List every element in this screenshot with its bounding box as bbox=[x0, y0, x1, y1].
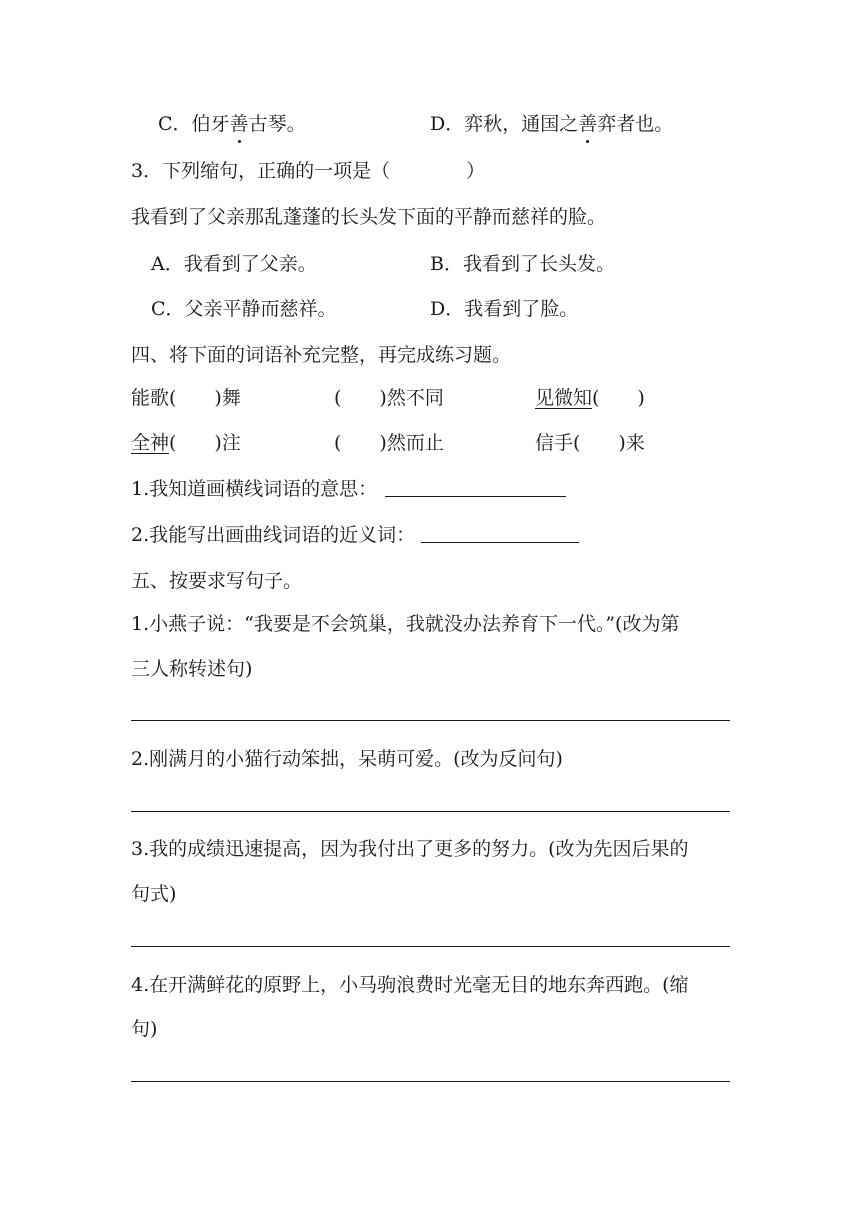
q2-option-c-text: C．伯牙 bbox=[158, 113, 230, 135]
q3-option-a: A．我看到了父亲。 bbox=[151, 253, 317, 275]
s4-answer-line[interactable] bbox=[131, 1081, 730, 1082]
word-4-blank: ( )注 bbox=[169, 432, 241, 454]
q3-option-d: D．我看到了脸。 bbox=[430, 298, 579, 320]
q2-option-d-text: D．弈秋，通国之 bbox=[430, 113, 579, 135]
task-2 bbox=[131, 522, 579, 548]
q2-option-d-dotted-char: 善 bbox=[578, 113, 598, 135]
word-5: ( )然而止 bbox=[334, 432, 444, 454]
s3-line-1: 3.我的成绩迅速提高，因为我付出了更多的努力。(改为先因后果的 bbox=[131, 838, 689, 860]
s2-line: 2.刚满月的小猫行动笨拙，呆萌可爱。(改为反问句) bbox=[131, 748, 563, 770]
s1-line-1: 1.小燕子说：“我要是不会筑巢，我就没办法养育下一代。”(改为第 bbox=[131, 613, 680, 635]
q3-option-c: C．父亲平静而慈祥。 bbox=[151, 298, 337, 320]
s2-answer-line[interactable] bbox=[131, 811, 730, 812]
s3-line-2: 句式) bbox=[131, 883, 177, 905]
q3-sentence: 我看到了父亲那乱蓬蓬的长头发下面的平静而慈祥的脸。 bbox=[131, 206, 607, 228]
task-1 bbox=[131, 476, 566, 502]
section4-heading: 四、将下面的词语补充完整，再完成练习题。 bbox=[131, 344, 512, 366]
word-6: 信手( )来 bbox=[535, 432, 645, 454]
task-1-label: 1.我知道画横线词语的意思： bbox=[131, 478, 378, 500]
q3-option-b: B．我看到了长头发。 bbox=[430, 253, 615, 275]
s1-answer-line[interactable] bbox=[131, 720, 730, 721]
task-1-answer-line[interactable] bbox=[385, 478, 566, 497]
word-3-blank: ( ) bbox=[592, 387, 645, 409]
task-2-label: 2.我能写出画曲线词语的近义词： bbox=[131, 524, 416, 546]
s4-line-1: 4.在开满鲜花的原野上，小马驹浪费时光毫无目的地东奔西跑。(缩 bbox=[131, 974, 689, 996]
q2-option-c-text-end: 古琴。 bbox=[248, 113, 306, 135]
word-3 bbox=[535, 385, 645, 411]
word-4-underlined: 全神 bbox=[131, 432, 170, 454]
q2-option-c-dotted-char: 善 bbox=[229, 113, 249, 135]
q2-option-d bbox=[430, 111, 673, 137]
section5-heading: 五、按要求写句子。 bbox=[131, 570, 303, 592]
q2-option-c bbox=[158, 111, 306, 137]
s4-line-2: 句) bbox=[131, 1018, 158, 1040]
s3-answer-line[interactable] bbox=[131, 946, 730, 947]
word-4 bbox=[131, 430, 241, 456]
q3-stem: 3．下列缩句，正确的一项是（ ） bbox=[131, 160, 486, 182]
word-3-underlined: 见微知 bbox=[535, 387, 593, 409]
task-2-answer-line[interactable] bbox=[421, 524, 579, 543]
word-1: 能歌( )舞 bbox=[131, 387, 241, 409]
word-2: ( )然不同 bbox=[334, 387, 444, 409]
q2-option-d-text-end: 弈者也。 bbox=[597, 113, 674, 135]
s1-line-2: 三人称转述句) bbox=[131, 658, 253, 680]
